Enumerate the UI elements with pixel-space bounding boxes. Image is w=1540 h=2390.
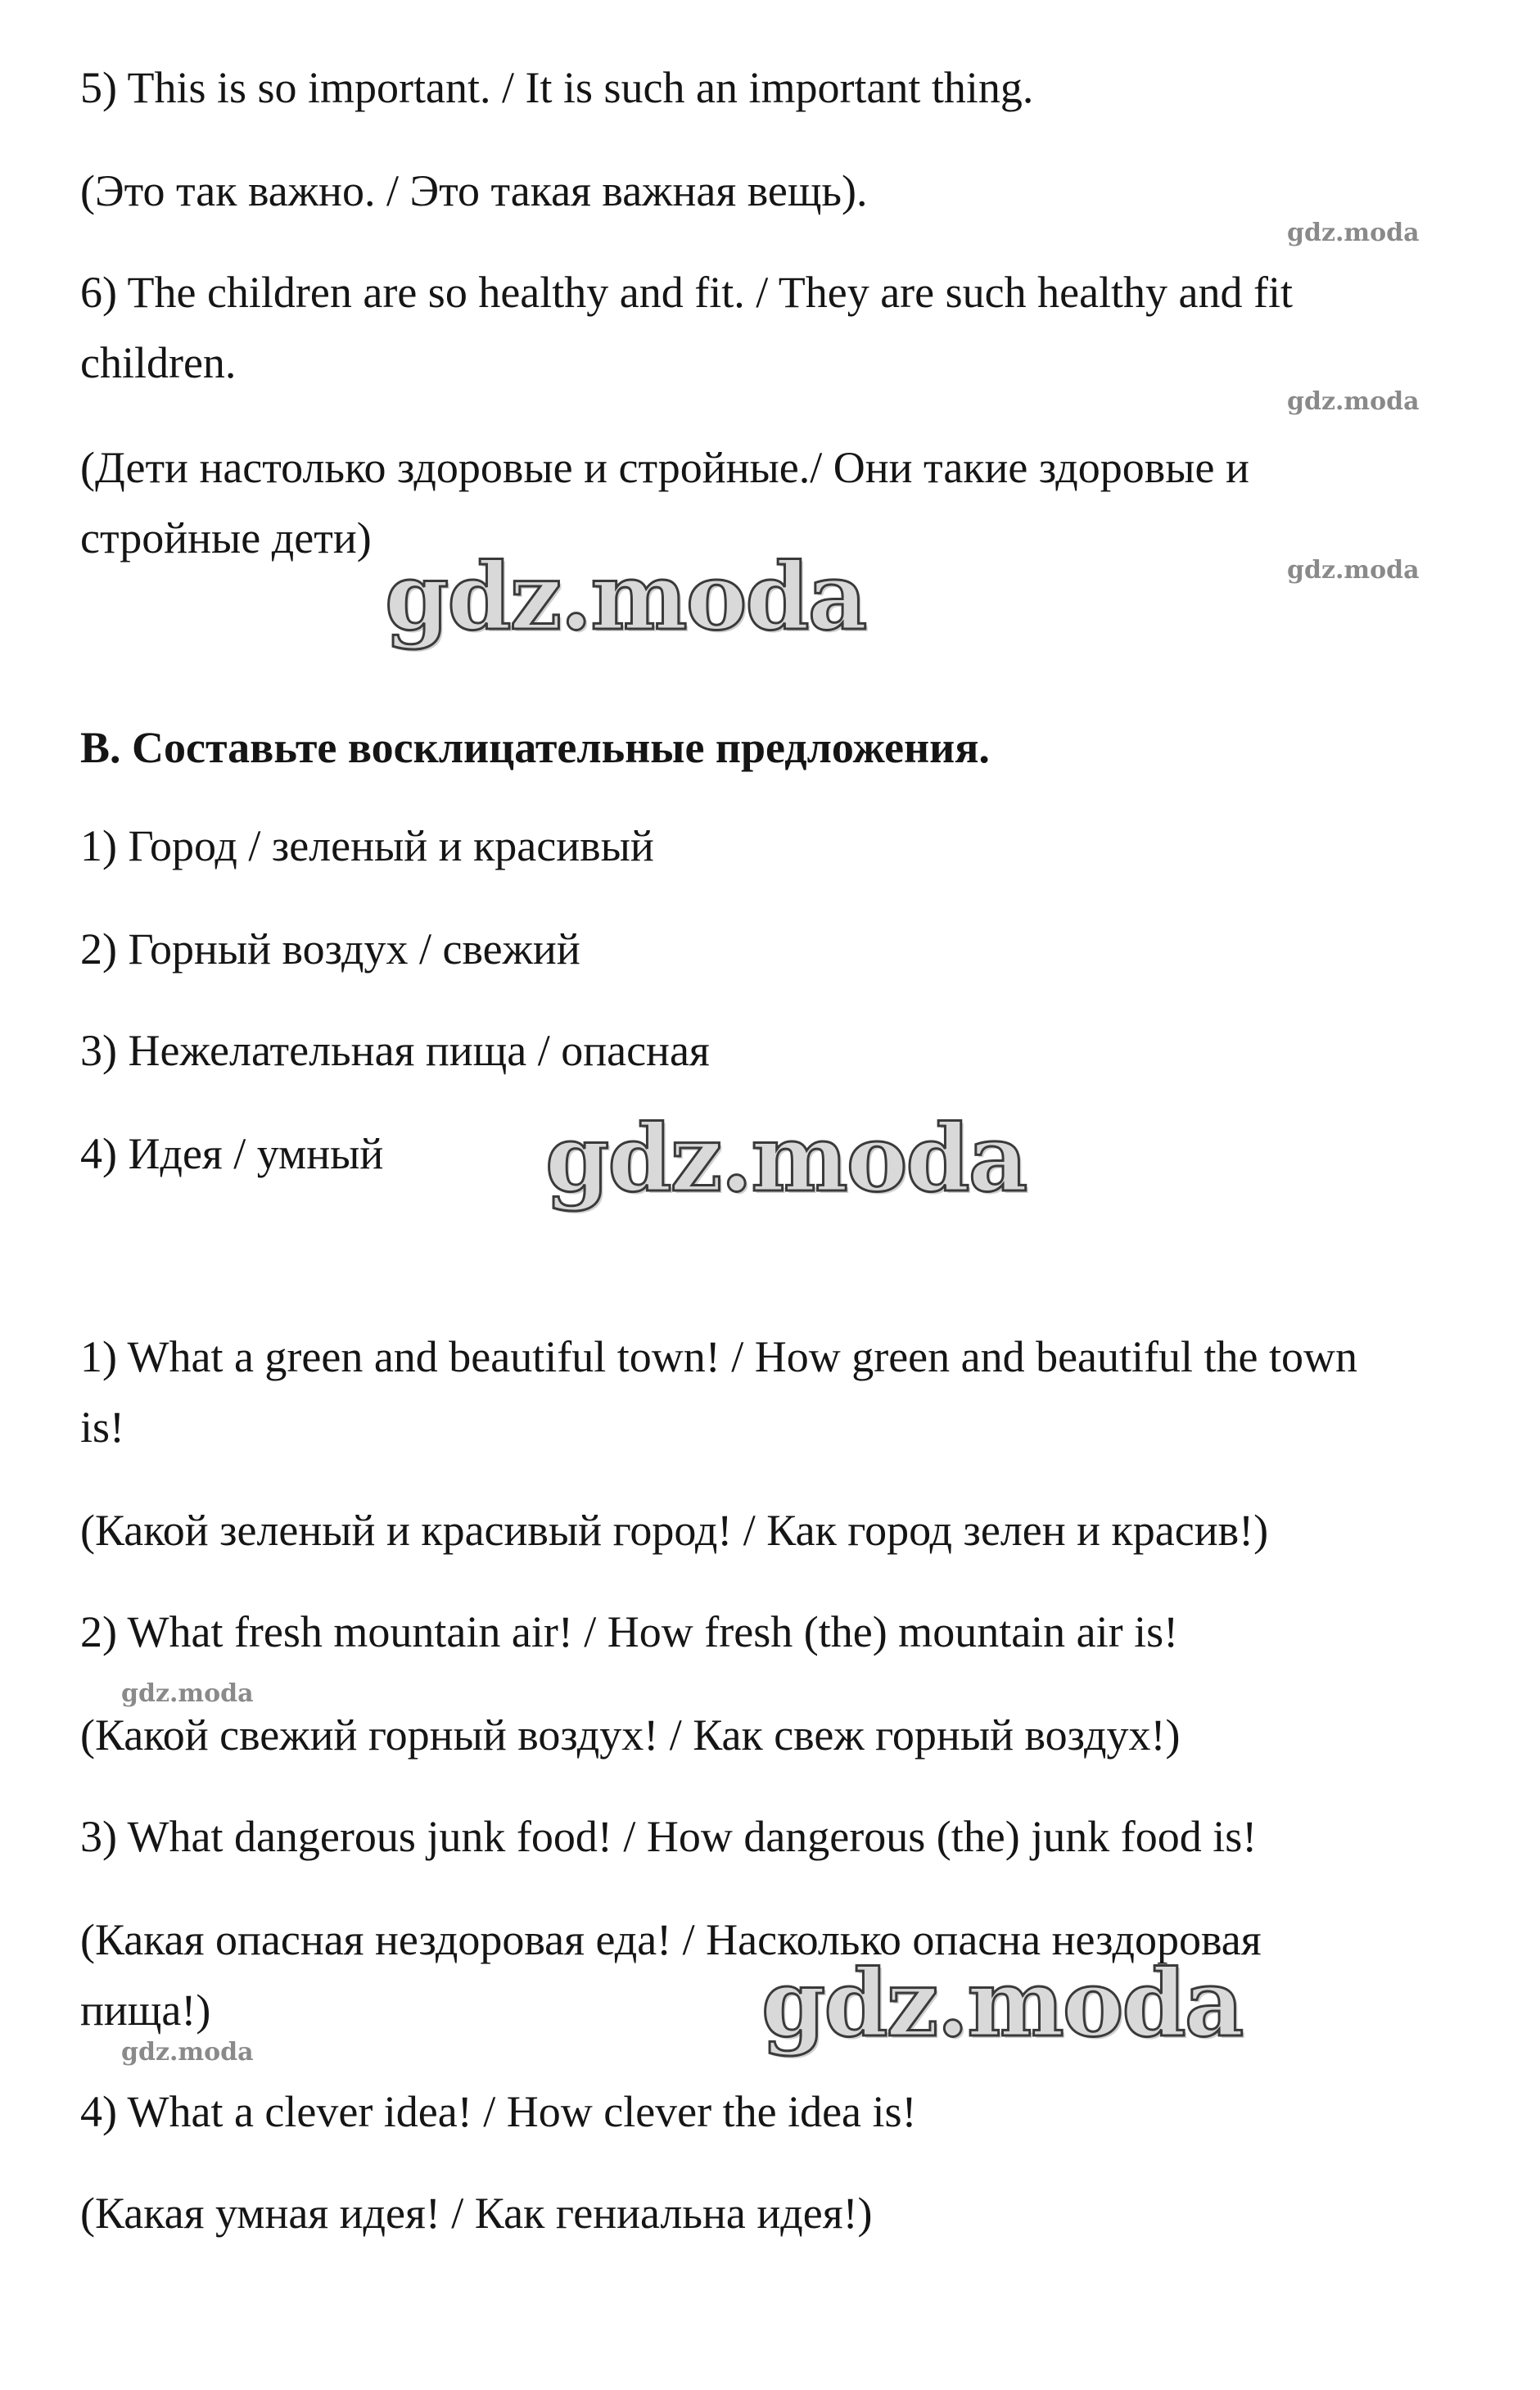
answer-b3-english: 3) What dangerous junk food! / How dangerous (the) junk food is!: [80, 1812, 1258, 1861]
answer-6-english-line1: 6) The children are so healthy and fit. / They are such healthy and fit: [80, 268, 1293, 317]
task-item-4: 4) Идея / умный: [80, 1129, 384, 1178]
answer-b4-english: 4) What a clever idea! / How clever the idea is!: [80, 2087, 917, 2136]
answer-b3-russian-line2: пища!): [80, 1986, 211, 2035]
watermark-small: gdz.moda: [121, 1679, 254, 1708]
watermark-large: gdz.moda: [761, 1950, 1243, 2058]
answer-5-russian: (Это так важно. / Это такая важная вещь).: [80, 166, 868, 215]
answer-5-english: 5) This is so important. / It is such an important thing.: [80, 63, 1034, 112]
answer-b2-russian: (Какой свежий горный воздух! / Как свеж горный воздух!): [80, 1710, 1181, 1760]
task-item-1: 1) Город / зеленый и красивый: [80, 821, 654, 870]
watermark-small: gdz.moda: [1287, 219, 1420, 247]
answer-b2-english: 2) What fresh mountain air! / How fresh (the) mountain air is!: [80, 1607, 1179, 1656]
answer-6-russian-line1: (Дети настолько здоровые и стройные./ Они такие здоровые и: [80, 443, 1249, 492]
task-item-3: 3) Нежелательная пища / опасная: [80, 1026, 710, 1075]
answer-b3-russian-line1: (Какая опасная нездоровая еда! / Насколько опасна нездоровая: [80, 1915, 1262, 1964]
watermark-large: gdz.moda: [545, 1105, 1027, 1213]
answer-b1-english-line1: 1) What a green and beautiful town! / How green and beautiful the town: [80, 1332, 1357, 1381]
answer-6-english-line2: children.: [80, 338, 237, 387]
watermark-small: gdz.moda: [121, 2038, 254, 2067]
answer-b4-russian: (Какая умная идея! / Как гениальна идея!): [80, 2189, 873, 2238]
watermark-small: gdz.moda: [1287, 556, 1420, 585]
section-heading: B. Составьте восклицательные предложения.: [80, 723, 990, 772]
task-item-2: 2) Горный воздух / свежий: [80, 924, 580, 974]
watermark-small: gdz.moda: [1287, 387, 1420, 416]
answer-6-russian-line2: стройные дети): [80, 513, 372, 562]
watermark-large: gdz.moda: [385, 544, 866, 651]
answer-b1-russian: (Какой зеленый и красивый город! / Как город зелен и красив!): [80, 1506, 1269, 1555]
answer-b1-english-line2: is!: [80, 1403, 124, 1452]
